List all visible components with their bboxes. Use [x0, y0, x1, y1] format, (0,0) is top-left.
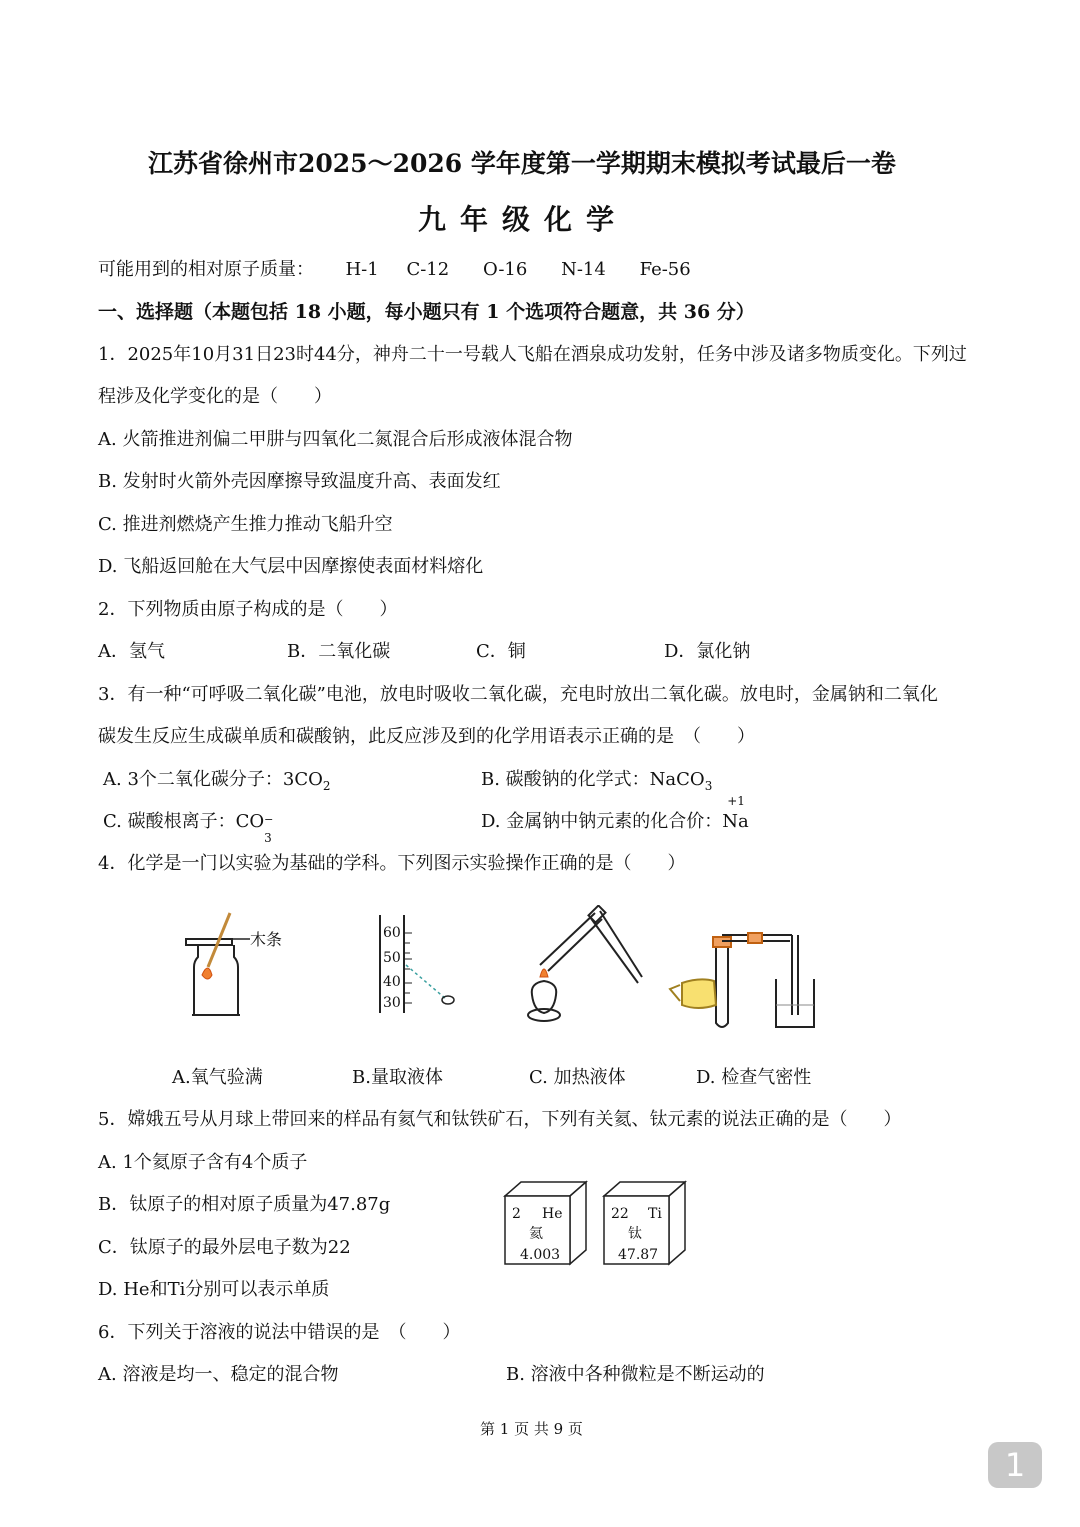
q5-option-d: D. He和Ti分别可以表示单质	[98, 1279, 330, 1300]
page-number-text: 第 1 页 共 9 页	[480, 1420, 583, 1438]
cylinder-tick-30: 30	[383, 995, 401, 1011]
helium-name: 氦	[529, 1226, 543, 1242]
q5-option-a: A. 1个氦原子含有4个质子	[98, 1152, 308, 1173]
q4-caption-c: C. 加热液体	[529, 1067, 626, 1088]
q1-option-c: C. 推进剂燃烧产生推力推动飞船升空	[98, 514, 393, 535]
q1-option-b: B. 发射时火箭外壳因摩擦导致温度升高、表面发红	[98, 471, 501, 492]
q5-option-b: B．钛原子的相对原子质量为47.87g	[98, 1194, 391, 1215]
q5-stem: 5．嫦娥五号从月球上带回来的样品有氦气和钛铁矿石，下列有关氦、钛元素的说法正确的是（ ）	[98, 1109, 902, 1130]
titanium-mass: 47.87	[618, 1247, 659, 1263]
q1-stem-line1: 1．2025年10月31日23时44分，神舟二十一号载人飞船在酒泉成功发射，任务中涉及诸多物质变化。下列过	[98, 344, 967, 365]
atomic-mass-n: N-14	[561, 259, 606, 280]
q2-option-b: B．二氧化碳	[287, 641, 391, 662]
q6-option-b: B. 溶液中各种微粒是不断运动的	[506, 1364, 765, 1385]
q1-option-d: D. 飞船返回舱在大气层中因摩擦使表面材料熔化	[98, 556, 484, 577]
exam-title: 江苏省徐州市2025～2026 学年度第一学期期末模拟考试最后一卷	[148, 149, 896, 178]
q2-option-a: A．氢气	[98, 641, 165, 662]
q3-option-a	[103, 765, 331, 793]
atomic-mass-o: O-16	[482, 259, 528, 280]
q3-option-b-text: B. 碳酸钠的化学式：NaCO	[481, 769, 705, 790]
q3-option-d-text: D. 金属钠中钠元素的化合价：	[481, 811, 723, 832]
q3-option-c-text: C. 碳酸根离子：CO	[103, 811, 265, 832]
cylinder-tick-40: 40	[383, 974, 401, 990]
stick-label: 木条	[250, 930, 283, 949]
element-cards	[500, 1180, 690, 1270]
cylinder-tick-60: 60	[383, 925, 401, 941]
q3-stem-line1: 3．有一种“可呼吸二氧化碳”电池，放电时吸收二氧化碳，充电时放出二氧化碳。放电时，金属钠和二氧化	[98, 684, 938, 705]
exam-subject: 九年级化学	[418, 203, 629, 236]
page-badge[interactable]: 1	[988, 1442, 1042, 1488]
atomic-mass-label: 可能用到的相对原子质量：	[98, 259, 314, 280]
q6-stem: 6．下列关于溶液的说法中错误的是 （ ）	[98, 1322, 461, 1343]
q6-option-a: A. 溶液是均一、稳定的混合物	[98, 1364, 339, 1385]
figure-oxygen-bottle	[186, 913, 250, 1015]
q4-caption-a: A.氧气验满	[172, 1067, 263, 1088]
titanium-number: 22	[611, 1206, 629, 1222]
atomic-mass-fe: Fe-56	[639, 259, 691, 280]
atomic-mass-line	[98, 255, 691, 281]
q2-option-d: D．氯化钠	[664, 641, 751, 662]
q3-option-d-symbol: Na	[722, 811, 749, 832]
cylinder-tick-50: 50	[383, 950, 401, 966]
atomic-mass-c: C-12	[406, 259, 450, 280]
q3-option-b	[481, 765, 712, 793]
titanium-name: 钛	[628, 1226, 642, 1242]
helium-number: 2	[512, 1206, 521, 1222]
q3-option-a-text: A. 3个二氧化碳分子：3CO	[103, 769, 323, 790]
figure-airtightness-check	[670, 933, 814, 1027]
q4-caption-b: B.量取液体	[352, 1067, 443, 1088]
q1-option-a: A. 火箭推进剂偏二甲肼与四氧化二氮混合后形成液体混合物	[98, 429, 573, 450]
figure-alcohol-lamp	[528, 906, 642, 1021]
q3-option-c-subscript: 3	[264, 831, 272, 845]
q2-stem: 2．下列物质由原子构成的是（ ）	[98, 599, 398, 620]
titanium-symbol: Ti	[648, 1206, 662, 1222]
q4-figures	[150, 905, 870, 1040]
q3-option-c	[103, 807, 274, 845]
q4-caption-d: D. 检查气密性	[696, 1067, 812, 1088]
atomic-mass-h: H-1	[345, 259, 379, 280]
q1-stem-line2: 程涉及化学变化的是（ ）	[98, 386, 332, 407]
q3-option-c-charge: −	[264, 813, 274, 826]
section-heading: 一、选择题（本题包括 18 小题，每小题只有 1 个选项符合题意，共 36 分）	[98, 301, 755, 323]
helium-mass: 4.003	[520, 1247, 561, 1263]
q3-option-d-valence: +1	[727, 794, 745, 808]
q3-stem-line2: 碳发生反应生成碳单质和碳酸钠，此反应涉及到的化学用语表示正确的是 （ ）	[98, 726, 755, 747]
q5-option-c: C．钛原子的最外层电子数为22	[98, 1237, 351, 1258]
q2-option-c: C．铜	[476, 641, 526, 662]
q3-option-a-subscript: 2	[322, 779, 331, 793]
q4-stem: 4．化学是一门以实验为基础的学科。下列图示实验操作正确的是（ ）	[98, 853, 686, 874]
q3-option-b-subscript: 3	[704, 779, 713, 793]
helium-symbol: He	[542, 1206, 563, 1222]
q3-option-d	[481, 794, 749, 833]
